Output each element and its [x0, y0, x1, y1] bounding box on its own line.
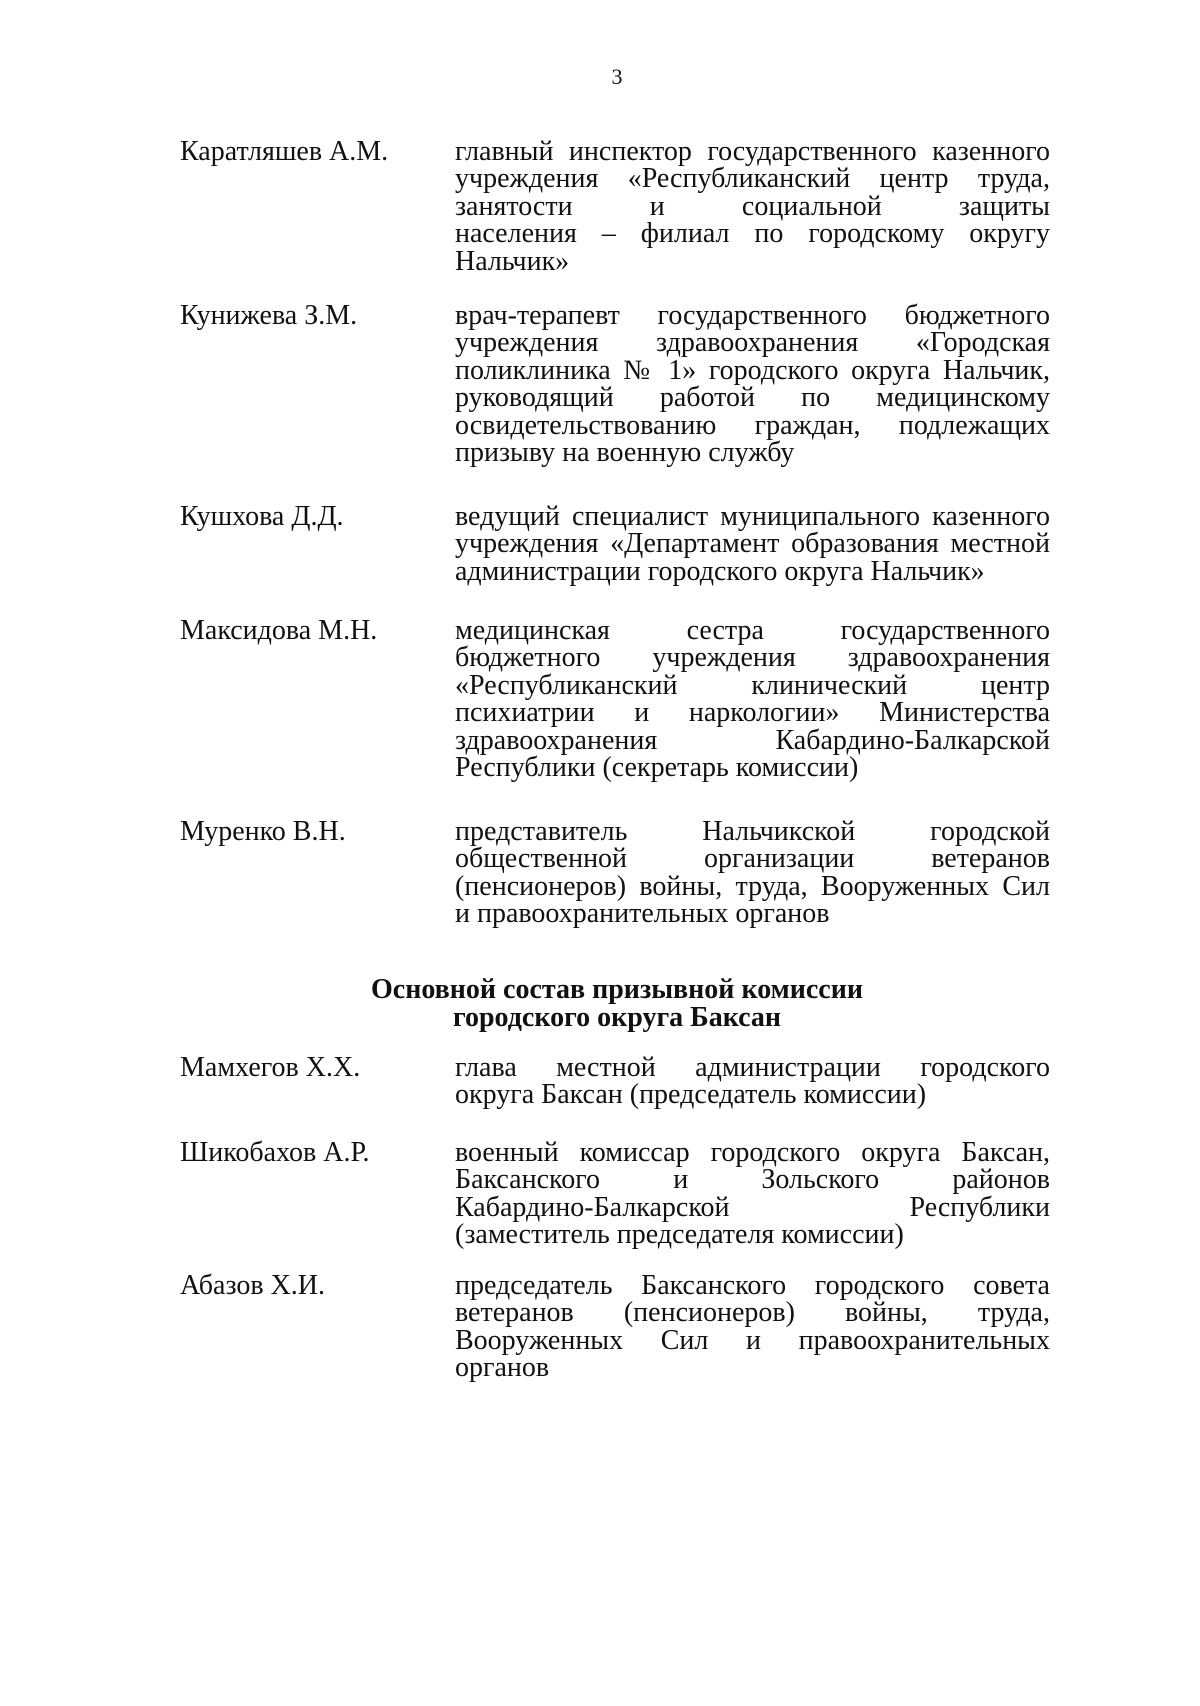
member-name: Кушхова Д.Д.: [180, 501, 344, 532]
position-line: поликлиника № 1» городского округа Нальчик,: [455, 354, 1050, 386]
position-line: ветеранов (пенсионеров) войны, труда,: [455, 1297, 1050, 1329]
position-line: Баксанского и Зольского районов: [455, 1164, 1050, 1196]
member-position: [455, 617, 1050, 781]
member-name: Максидова М.Н.: [180, 615, 378, 646]
member-name: Мамхегов Х.Х.: [180, 1052, 361, 1083]
position-line: Республики (секретарь комиссии): [455, 751, 859, 783]
position-line: (пенсионеров) войны, труда, Вооруженных Сил: [455, 870, 1050, 902]
member-position: [455, 138, 1050, 275]
position-line: учреждения «Департамент образования местной: [455, 528, 1050, 560]
position-line: Вооруженных Сил и правоохранительных: [455, 1324, 1050, 1356]
member-name: Кунижева З.М.: [180, 300, 358, 331]
position-line: бюджетного учреждения здравоохранения: [455, 642, 1050, 674]
page-number: 3: [611, 64, 623, 89]
position-line: округа Баксан (председатель комиссии): [455, 1079, 927, 1111]
position-line: органов: [455, 1352, 550, 1384]
position-line: медицинская сестра государственного: [455, 615, 1050, 646]
position-line: руководящий работой по медицинскому: [455, 382, 1050, 414]
position-line: Кабардино-Балкарской Республики: [455, 1191, 1050, 1223]
member-position: [455, 302, 1050, 466]
position-line: администрации городского округа Нальчик»: [455, 555, 985, 587]
position-line: представитель Нальчикской городской: [455, 816, 1050, 847]
member-position: [455, 1054, 1050, 1109]
member-name: Муренко В.Н.: [180, 816, 346, 847]
member-position: [455, 1272, 1050, 1382]
position-line: и правоохранительных органов: [455, 898, 830, 930]
member-name: Шикобахов А.Р.: [180, 1137, 370, 1168]
position-line: учреждения здравоохранения «Городская: [455, 327, 1050, 359]
position-line: председатель Баксанского городского совета: [455, 1270, 1050, 1301]
position-line: здравоохранения Кабардино-Балкарской: [455, 724, 1050, 756]
position-line: психиатрии и наркологии» Министерства: [455, 697, 1050, 729]
position-line: ведущий специалист муниципального казенного: [455, 501, 1050, 532]
member-position: [455, 503, 1050, 585]
position-line: освидетельствованию граждан, подлежащих: [455, 409, 1050, 441]
section-heading-line: городского округа Баксан: [452, 1001, 782, 1033]
position-line: врач-терапевт государственного бюджетного: [455, 300, 1050, 331]
position-line: общественной организации ветеранов: [455, 843, 1050, 875]
position-line: военный комиссар городского округа Баксан,: [455, 1137, 1050, 1168]
position-line: главный инспектор государственного казенного: [455, 136, 1050, 167]
position-line: (заместитель председателя комиссии): [455, 1219, 904, 1251]
position-line: призыву на военную службу: [455, 436, 795, 468]
member-position: [455, 1139, 1050, 1249]
position-line: занятости и социальной защиты: [455, 190, 1050, 222]
position-line: «Республиканский клинический центр: [455, 669, 1050, 701]
position-line: учреждения «Республиканский центр труда,: [455, 163, 1050, 195]
section-heading: [0, 976, 1200, 1031]
member-name: Абазов Х.И.: [180, 1270, 326, 1301]
position-line: Нальчик»: [455, 245, 570, 277]
member-position: [455, 818, 1050, 928]
section-heading-line: Основной состав призывной комиссии: [371, 974, 863, 1005]
member-name: Каратляшев А.М.: [180, 136, 389, 167]
position-line: населения – филиал по городскому округу: [455, 218, 1050, 250]
position-line: глава местной администрации городского: [455, 1052, 1050, 1083]
